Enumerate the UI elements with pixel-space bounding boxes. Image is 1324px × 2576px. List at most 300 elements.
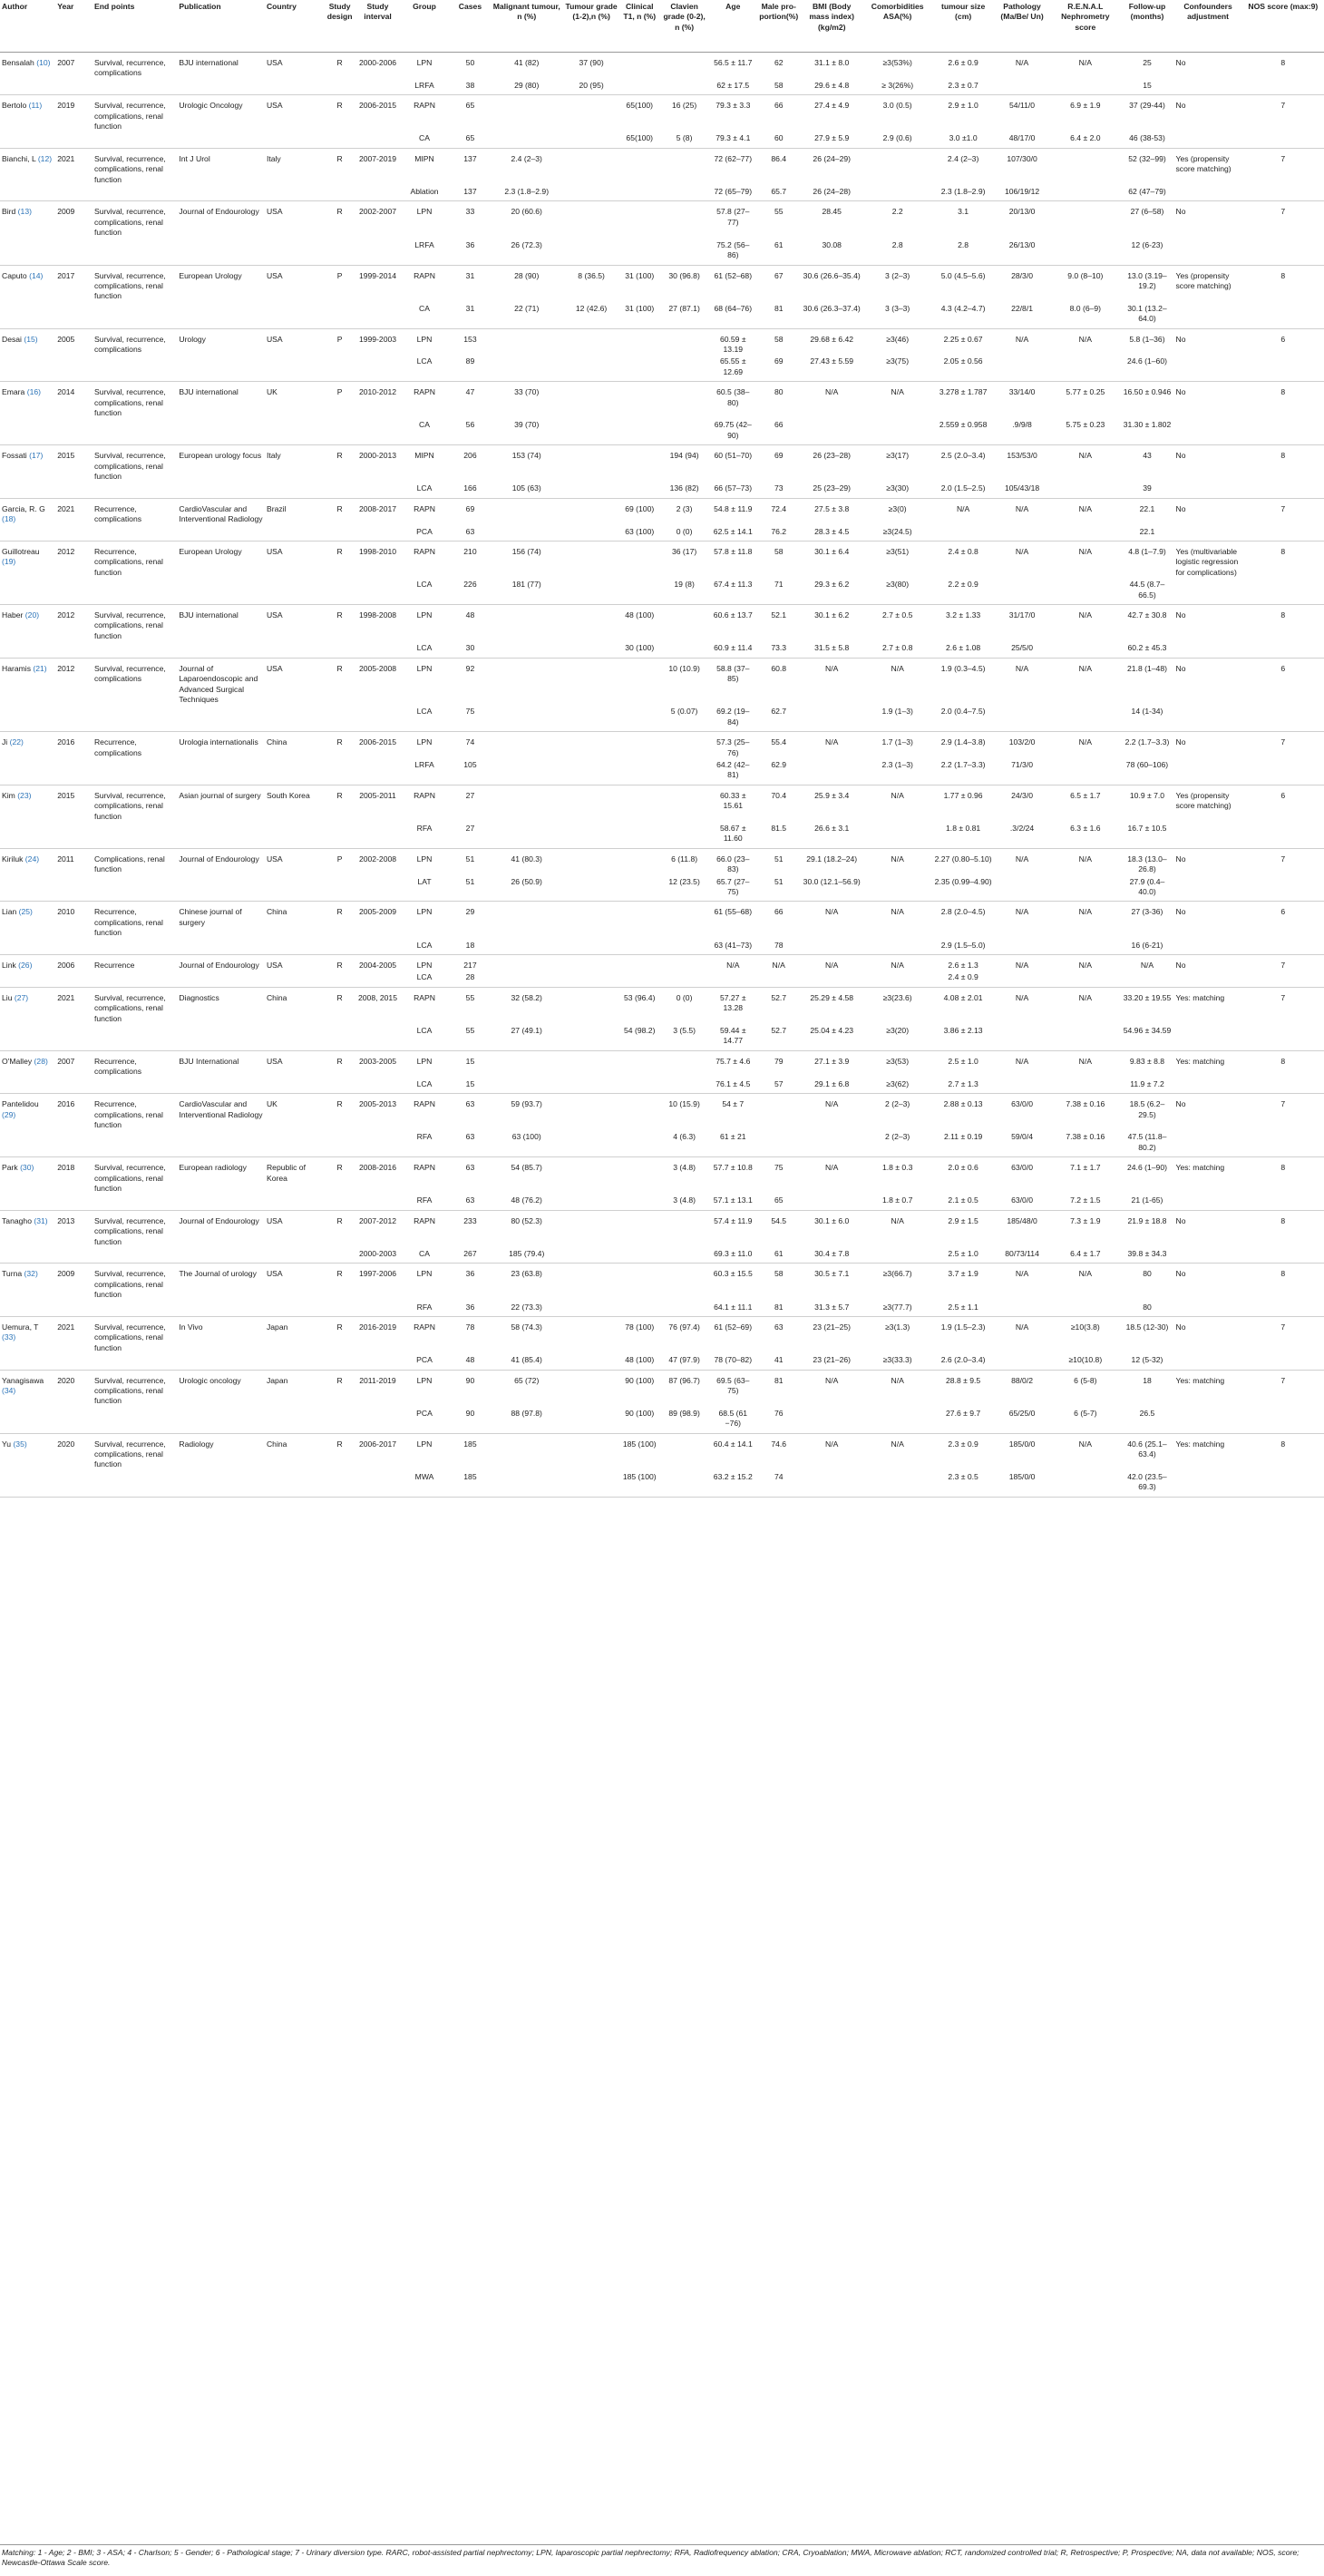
clavien-cell [659,1210,710,1247]
reference-link[interactable]: (32) [24,1269,38,1279]
endpoints-cell [92,418,177,444]
reference-link[interactable]: (31) [34,1215,48,1225]
table-row [0,355,1324,381]
t1-cell [620,939,659,955]
country-cell [265,1407,323,1433]
grade-cell [562,785,619,822]
table-row [0,1247,1324,1264]
age-cell: 60.3 ± 15.5 [713,1269,753,1279]
publication-cell [177,875,265,902]
renal-cell: 7.2 ± 1.5 [1050,1194,1120,1210]
pathology-cell: 22/8/1 [994,302,1050,328]
country-cell: USA [266,663,283,673]
nos-score-cell [1242,185,1324,201]
interval-cell: 1998-2008 [358,610,397,620]
cases-cell: 65 [450,132,491,148]
size-cell: 2.2 ± 0.9 [932,578,994,604]
interval-cell [356,1024,399,1050]
reference-link[interactable]: (35) [13,1439,27,1449]
country-cell [265,939,323,955]
age-cell: 56.5 ± 11.7 [714,58,753,67]
endpoints-cell: Survival, recurrence, complications, renal function [93,451,166,481]
column-header: Group [399,0,450,53]
year-cell [55,1247,92,1264]
age-cell: 58.8 (37–85) [716,663,750,684]
asa-cell: ≥3(62) [862,1078,932,1094]
clavien-cell [659,53,710,79]
group-cell: CA [399,418,450,444]
interval-cell [356,1130,399,1156]
reference-link[interactable]: (23) [17,790,32,800]
year-cell: 2021 [57,992,75,1002]
size-cell: 1.8 ± 0.81 [932,822,994,848]
country-cell: China [266,737,287,747]
age-cell: N/A [726,961,740,971]
confounders-cell [1174,355,1242,381]
reference-link[interactable]: (18) [2,514,16,524]
male-cell: 80 [774,387,784,397]
design-cell: R [336,1375,343,1385]
interval-cell [356,1301,399,1317]
group-cell: MIPN [414,153,434,163]
renal-cell [1050,875,1120,902]
interval-cell: 2011-2019 [359,1375,396,1385]
bmi-cell [801,758,862,785]
endpoints-cell [92,578,177,604]
clavien-cell [659,1433,710,1470]
asa-cell: N/A [891,387,904,397]
year-cell [55,1407,92,1433]
column-header: Country [265,0,323,53]
publication-cell [177,525,265,542]
confounders-cell [1174,1247,1242,1264]
pathology-cell: 48/17/0 [994,132,1050,148]
table-row [0,987,1324,1024]
reference-link[interactable]: (19) [2,557,16,567]
group-cell: LPN [416,334,433,344]
publication-cell [177,132,265,148]
reference-link[interactable]: (28) [34,1056,48,1066]
interval-cell: 1997-2006 [358,1269,397,1279]
followup-cell: 52 (32–99) [1128,153,1166,163]
nos-score-cell [1242,705,1324,731]
confounders-cell [1174,132,1242,148]
size-cell: 2.4 ± 0.8 [948,547,978,557]
nos-score-cell [1242,939,1324,955]
asa-cell: 3 (3–3) [862,302,932,328]
t1-cell [620,418,659,444]
cases-cell: 27 [465,790,475,800]
endpoints-cell [92,1301,177,1317]
followup-cell: 18.3 (13.0–26.8) [1127,854,1167,874]
t1-cell [620,1157,659,1195]
nos-score-cell [1242,79,1324,95]
pathology-cell [994,1078,1050,1094]
bmi-cell: 26 (24–28) [801,185,862,201]
nos-score-cell: 7 [1280,854,1286,864]
clavien-cell [659,605,710,642]
reference-link[interactable]: (15) [24,334,38,344]
size-cell: 2.3 ± 0.5 [932,1470,994,1497]
reference-link[interactable]: (11) [28,101,43,111]
design-cell: R [336,1099,343,1109]
country-cell: USA [266,1056,283,1066]
age-cell: 79.3 ± 4.1 [710,132,757,148]
table-row [0,902,1324,939]
design-cell [323,758,356,785]
renal-cell: N/A [1078,992,1092,1002]
grade-cell [562,939,619,955]
reference-link[interactable]: (29) [2,1109,16,1119]
design-cell: R [336,153,343,163]
male-cell: 55 [774,207,784,217]
reference-link[interactable]: (10) [36,58,51,67]
asa-cell: ≥3(17) [886,451,910,461]
male-cell: 61 [756,1247,801,1264]
renal-cell: N/A [1078,907,1092,917]
bmi-cell [801,939,862,955]
table-row [0,875,1324,902]
grade-cell [562,1130,619,1156]
followup-cell: 60.2 ± 45.3 [1120,641,1173,658]
cases-cell: 48 [465,610,475,620]
design-cell [323,1130,356,1156]
cases-cell: 38 [450,79,491,95]
author-cell: Guillotreau (19) [2,547,40,567]
grade-cell [562,822,619,848]
group-cell: RAPN [414,790,435,800]
asa-cell: N/A [891,663,904,673]
t1-cell: 185 (100) [620,1470,659,1497]
asa-cell: ≥3(53%) [882,58,912,67]
clavien-cell [659,418,710,444]
nos-score-cell [1242,971,1324,987]
author-cell [0,185,55,201]
renal-cell: 6.9 ± 1.9 [1070,101,1101,111]
year-cell [55,705,92,731]
renal-cell [1050,355,1120,381]
male-cell: 70.4 [771,790,787,800]
column-header: Comorbidities ASA(%) [862,0,932,53]
age-cell: 54.8 ± 11.9 [714,503,753,513]
grade-cell [562,1317,619,1354]
cases-cell: 78 [465,1322,475,1332]
design-cell: P [336,270,343,280]
design-cell: R [336,737,343,747]
grade-cell [562,525,619,542]
nos-score-cell: 8 [1280,270,1286,280]
country-cell: USA [266,1215,283,1225]
reference-link[interactable]: (20) [24,610,40,620]
year-cell [55,525,92,542]
reference-link[interactable]: (25) [18,907,33,917]
grade-cell: 8 (36.5) [578,270,605,280]
group-cell: LRFA [399,239,450,265]
male-cell: 67 [774,270,784,280]
endpoints-cell [92,1353,177,1370]
pathology-cell: N/A [1015,1056,1029,1066]
nos-score-cell [1242,1407,1324,1433]
nos-score-cell: 7 [1280,737,1286,747]
pathology-cell: 185/0/0 [994,1470,1050,1497]
age-cell: 68.5 (61 −76) [710,1407,757,1433]
t1-cell [620,578,659,604]
age-cell: 78 (70–82) [710,1353,757,1370]
reference-link[interactable]: (21) [33,663,47,673]
pathology-cell: .3/2/24 [994,822,1050,848]
grade-cell [562,355,619,381]
size-cell: N/A [956,503,970,513]
table-row [0,1194,1324,1210]
design-cell: R [336,663,343,673]
endpoints-cell: Recurrence [93,961,135,971]
size-cell: 2.5 ± 1.0 [948,1056,978,1066]
clavien-cell [659,79,710,95]
clavien-cell [659,785,710,822]
table-row [0,822,1324,848]
age-cell: 69.5 (63–75) [716,1375,750,1396]
country-cell: USA [266,1269,283,1279]
country-cell: UK [266,387,277,397]
bmi-cell: 30.6 (26.3–37.4) [801,302,862,328]
male-cell: 79 [774,1056,784,1066]
column-header: Malignant tumour, n (%) [491,0,562,53]
clavien-cell [659,1470,710,1497]
malignant-cell [491,1050,562,1077]
pathology-cell: 26/13/0 [994,239,1050,265]
country-cell: USA [266,101,283,111]
country-cell: China [266,1439,287,1449]
interval-cell [356,1470,399,1497]
column-header: Follow-up (months) [1120,0,1173,53]
age-cell: 65.55 ± 12.69 [710,355,757,381]
grade-cell [562,1407,619,1433]
male-cell: 69 [756,355,801,381]
reference-link[interactable]: (24) [24,854,40,864]
male-cell: 73 [756,482,801,498]
year-cell [55,185,92,201]
design-cell: P [336,334,343,344]
country-cell: China [266,992,287,1002]
followup-cell: 22.1 [1139,503,1155,513]
author-cell [0,355,55,381]
cases-cell: 217 [463,961,477,971]
author-cell: Link (26) [2,961,33,971]
age-cell: 64.2 (42–81) [710,758,757,785]
group-cell: LCA [399,1024,450,1050]
country-cell [265,482,323,498]
publication-cell: European urology focus [179,451,262,461]
endpoints-cell: Survival, recurrence, complications, renal function [93,1322,166,1352]
confounders-cell [1174,1470,1242,1497]
year-cell [55,875,92,902]
endpoints-cell [92,1470,177,1497]
author-cell: Bertolo (11) [2,101,43,111]
country-cell: Japan [266,1322,288,1332]
table-row [0,939,1324,955]
size-cell: 3.2 ± 1.33 [946,610,981,620]
publication-cell [177,1407,265,1433]
table-row [0,1210,1324,1247]
confounders-cell [1174,971,1242,987]
size-cell: 3.7 ± 1.9 [948,1269,978,1279]
age-cell: 69.3 ± 11.0 [710,1247,757,1264]
country-cell [265,1078,323,1094]
author-cell [0,302,55,328]
t1-cell [620,53,659,79]
cases-cell: 63 [450,1194,491,1210]
followup-cell: 44.5 (8.7–66.5) [1120,578,1173,604]
publication-cell [177,1470,265,1497]
nos-score-cell [1242,1078,1324,1094]
followup-cell: 16.7 ± 10.5 [1120,822,1173,848]
author-cell [0,79,55,95]
renal-cell: ≥10(10.8) [1050,1353,1120,1370]
group-cell: LCA [399,641,450,658]
asa-cell [862,971,932,987]
asa-cell: N/A [891,854,904,864]
cases-cell: 92 [465,663,475,673]
table-row [0,605,1324,642]
year-cell: 2021 [57,503,75,513]
followup-cell: 18.5 (6.2–29.5) [1129,1099,1165,1119]
pathology-cell: N/A [1015,58,1029,67]
male-cell: 62 [774,58,784,67]
design-cell: R [336,790,343,800]
design-cell [323,1194,356,1210]
grade-cell [562,1210,619,1247]
grade-cell [562,382,619,419]
bmi-cell: 23 (21–25) [813,1322,851,1332]
publication-cell: Journal of Laparoendoscopic and Advanced Surgical Techniques [179,663,258,704]
age-cell: 72 (65–79) [710,185,757,201]
publication-cell [177,79,265,95]
nos-score-cell: 6 [1280,663,1286,673]
reference-link[interactable]: (12) [37,153,53,163]
design-cell [323,482,356,498]
design-cell [323,1247,356,1264]
author-cell [0,578,55,604]
endpoints-cell [92,355,177,381]
design-cell [323,705,356,731]
column-header: Year [55,0,92,53]
cases-cell: 55 [465,992,475,1002]
interval-cell: 2008, 2015 [357,992,397,1002]
age-cell: 60.59 ± 13.19 [719,334,746,354]
reference-link[interactable]: (26) [18,961,33,971]
publication-cell [177,971,265,987]
bmi-cell [801,1130,862,1156]
year-cell [55,758,92,785]
bmi-cell: 30.4 ± 7.8 [801,1247,862,1264]
group-cell: RAPN [414,1322,435,1332]
country-cell: USA [266,854,283,864]
grade-cell [562,1247,619,1264]
confounders-cell: No [1175,907,1186,917]
reference-link[interactable]: (14) [29,270,44,280]
design-cell [323,185,356,201]
asa-cell [862,875,932,902]
endpoints-cell: Survival, recurrence, complications, renal function [93,1163,166,1193]
age-cell: 63.2 ± 15.2 [710,1470,757,1497]
size-cell: 4.08 ± 2.01 [943,992,983,1002]
reference-link[interactable]: (22) [9,737,24,747]
malignant-cell: 54 (85.7) [511,1163,542,1173]
group-cell: RAPN [414,101,435,111]
nos-score-cell: 6 [1280,334,1286,344]
confounders-cell: No [1175,451,1186,461]
year-cell: 2020 [57,1439,75,1449]
interval-cell: 2000-2003 [356,1247,399,1264]
reference-link[interactable]: (27) [14,992,29,1002]
publication-cell [177,355,265,381]
followup-cell: N/A [1140,961,1154,971]
malignant-cell [491,355,562,381]
confounders-cell: Yes: matching [1175,1163,1225,1173]
followup-cell: 9.83 ± 8.8 [1129,1056,1165,1066]
year-cell: 2013 [57,1215,75,1225]
bmi-cell: 27.1 ± 3.9 [814,1056,850,1066]
t1-cell: 31 (100) [625,270,655,280]
reference-link[interactable]: (30) [20,1163,34,1173]
group-cell: LCA [399,1078,450,1094]
clavien-cell: 12 (23.5) [659,875,710,902]
malignant-cell: 2.3 (1.8–2.9) [491,185,562,201]
endpoints-cell: Survival, recurrence, complications, renal function [93,610,166,640]
reference-link[interactable]: (34) [2,1386,16,1396]
column-header: Male pro-portion(%) [756,0,801,53]
reference-link[interactable]: (16) [26,387,41,397]
size-cell: 2.4 ± 0.9 [932,971,994,987]
publication-cell [177,578,265,604]
interval-cell [356,1194,399,1210]
endpoints-cell [92,641,177,658]
renal-cell [1050,705,1120,731]
pathology-cell: 59/0/4 [994,1130,1050,1156]
pathology-cell: 31/17/0 [1008,610,1036,620]
asa-cell: N/A [891,961,904,971]
reference-link[interactable]: (33) [2,1332,16,1342]
size-cell: 2.9 (1.5–5.0) [932,939,994,955]
size-cell: 5.0 (4.5–5.6) [940,270,986,280]
author-cell [0,1078,55,1094]
followup-cell: 43 [1143,451,1152,461]
clavien-cell [659,328,710,355]
endpoints-cell [92,822,177,848]
interval-cell: 2002-2008 [358,854,397,864]
interval-cell [356,971,399,987]
country-cell: Japan [266,1375,288,1385]
reference-link[interactable]: (17) [29,451,44,461]
cases-cell: 137 [450,185,491,201]
cases-cell: 36 [450,1301,491,1317]
design-cell [323,132,356,148]
pathology-cell [994,525,1050,542]
malignant-cell [491,498,562,524]
size-cell: 2.3 ± 0.7 [932,79,994,95]
group-cell: RAPN [414,992,435,1002]
t1-cell [620,482,659,498]
group-cell: LPN [416,907,433,917]
malignant-cell: 63 (100) [491,1130,562,1156]
grade-cell [562,1264,619,1301]
asa-cell: ≥3(0) [888,503,907,513]
endpoints-cell: Recurrence, complications [93,503,142,524]
size-cell: 1.77 ± 0.96 [943,790,983,800]
cases-cell: 27 [450,822,491,848]
reference-link[interactable]: (13) [17,207,32,217]
country-cell: USA [266,334,283,344]
